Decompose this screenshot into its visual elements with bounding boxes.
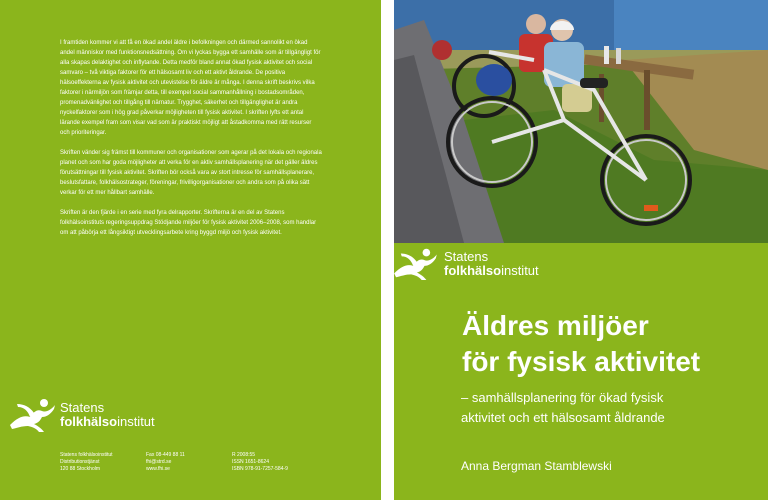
contact-line: ISSN 1651-8624 [232, 459, 269, 465]
contact-line: fhi@strd.se [146, 459, 172, 465]
logo-line2-bold: folkhälso [444, 263, 502, 278]
back-cover [0, 0, 381, 500]
contact-line: 120 88 Stockholm [60, 466, 101, 472]
author-name: Anna Bergman Stamblewski [461, 459, 612, 473]
back-paragraph-2: Skriften vänder sig främst till kommuner och organisationer som agerar på det lokala och regionala planet och som har goda möjligheter att verka för en aktiv samhällsplanering när det gäller äldres förutsättningar till fysisk aktivitet. Skriften bör också vara av stort intresse för samhällsplanerare, beslutsfattare, folkhälsostrateger, föreningar, frivilligorganisationer och andra som på olika sätt verkar för ett mer hållbart samhälle. [60, 150, 322, 196]
bicycle-photo-image [394, 0, 768, 243]
title-line-2: för fysisk aktivitet [462, 346, 701, 377]
logo-line2 [444, 264, 539, 278]
front-cover [394, 0, 768, 500]
back-paragraph-1: I framtiden kommer vi att få en ökad andel äldre i befolkningen och därmed sannolikt en ökad andel människor med funktionsnedsättning. Om vi lyckas bygga ett samhälle som är tillgängligt för alla skapas delaktighet och inflytande. Detta medför bland annat ökad fysisk aktivitet och social samvaro – två viktiga faktorer för ett hälsosamt liv och ett aktivt åldrande. De positiva hälsoeffekterna av fysisk aktivitet och utevistelse för äldre är många. I denna skrift beskrivs vilka faktorer i närmiljön som främjar detta, till exempel social sammanhållning i bostadsområden, promenadvänlighet och tillgång till närnatur. Trygghet, säkerhet och tillgänglighet är andra nyckelfaktorer som i hög grad påverkar möjligheten till fysisk aktivitet. I skriften lyfts ett antal lärande exempel fram som visar vad som är praktiskt möjligt att åstadkomma med rätt resurser och prioriteringar. [60, 40, 321, 136]
back-paragraph-3: Skriften är den fjärde i en serie med fyra delrapporter. Skrifterna är en del av Statens folkhälsoinstituts regeringsuppdrag Stödjande miljöer för fysisk aktivitet 2006–2008, som handlar om att påbörja ett långsiktigt utvecklingsarbete kring byggd miljö och fysisk aktivitet. [60, 210, 317, 236]
back-logo [8, 395, 168, 435]
publication-codes [232, 452, 288, 473]
contact-fax-web [146, 452, 185, 473]
contact-line: R 2008:55 [232, 452, 256, 458]
contact-line: ISBN 978-91-7257-584-9 [232, 466, 288, 472]
book-subtitle [461, 388, 761, 428]
book-title [462, 308, 700, 380]
running-figure-icon [8, 395, 56, 433]
contact-line: Statens folkhälsoinstitut [60, 452, 113, 458]
bicycle-photo [394, 0, 768, 243]
front-logo [394, 245, 594, 285]
running-figure-icon [394, 245, 438, 281]
contact-line: www.fhi.se [146, 466, 170, 472]
logo-line1: Statens [60, 400, 105, 415]
title-line-1: Äldres miljöer [462, 310, 649, 341]
contact-line: Fax 08-449 88 11 [146, 452, 185, 458]
subtitle-line-1: – samhällsplanering för ökad fysisk [461, 390, 664, 405]
front-logo-text [444, 250, 539, 278]
logo-line2-rest: institut [117, 414, 155, 429]
spine-gutter [381, 0, 394, 500]
logo-line2-rest: institut [501, 263, 539, 278]
logo-line2-bold: folkhälso [60, 414, 118, 429]
back-cover-text [60, 38, 322, 248]
contact-line: Distributionstjänst [60, 459, 100, 465]
logo-line1: Statens [444, 249, 489, 264]
logo-line2 [60, 415, 155, 429]
contact-address [60, 452, 113, 473]
subtitle-line-2: aktivitet och ett hälsosamt åldrande [461, 410, 665, 425]
back-logo-text [60, 401, 155, 429]
